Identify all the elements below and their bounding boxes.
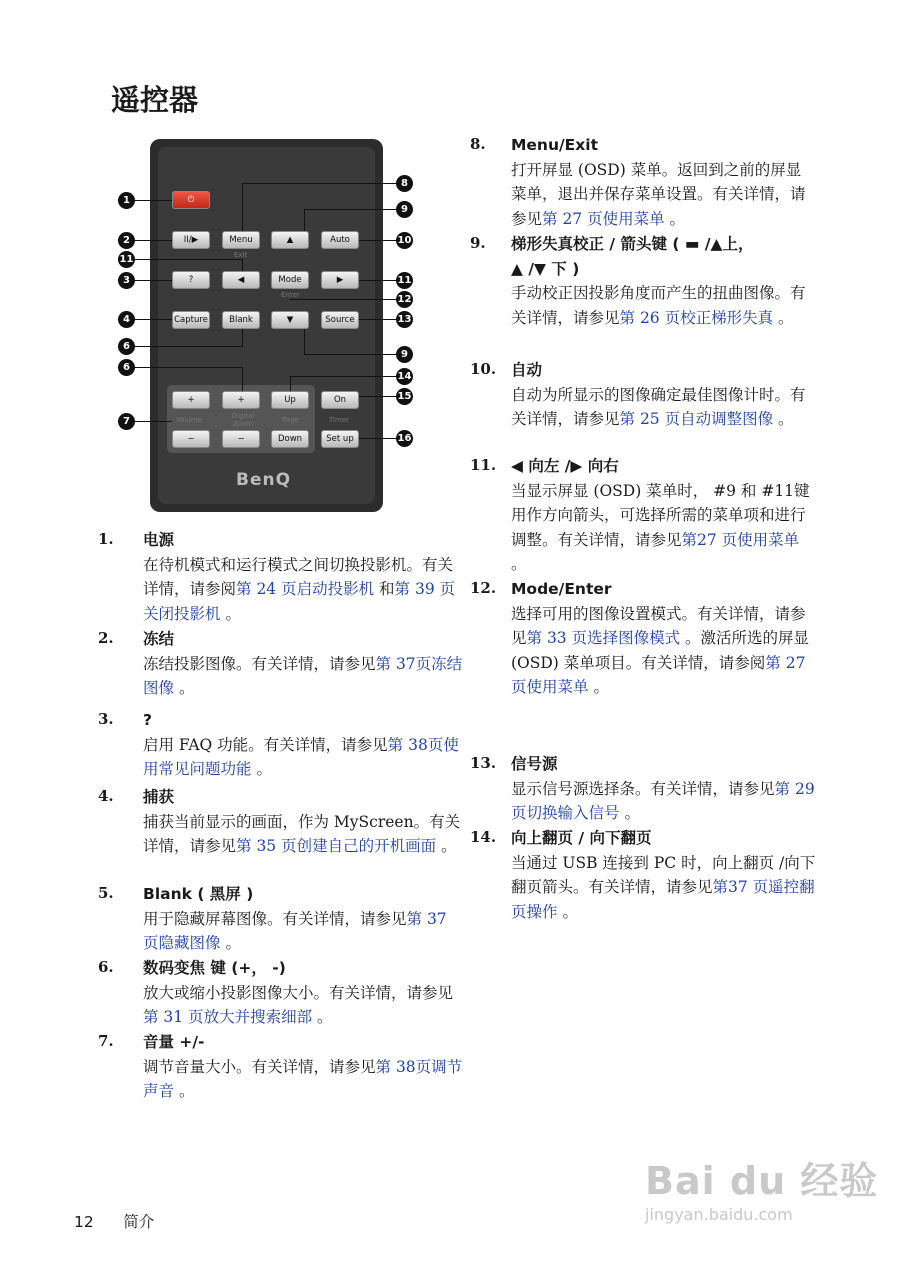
body-text: 。	[773, 308, 794, 327]
body-text: 时。有关详情，请参见	[511, 385, 806, 428]
item-description	[143, 627, 463, 701]
cross-reference-link[interactable]: 第	[681, 530, 698, 549]
body-text: 冻结投影图像。有关详情，请参见	[143, 654, 376, 673]
body-text: 和	[374, 580, 395, 598]
item-description	[143, 956, 463, 1030]
item-body	[511, 851, 816, 925]
cross-reference-link[interactable]: 第 38	[387, 735, 428, 754]
body-text: 。	[511, 555, 527, 573]
item-number: 3.	[98, 710, 114, 728]
section-name: 简介	[123, 1213, 155, 1231]
body-text: 。	[680, 629, 701, 647]
item-number: 12.	[470, 579, 497, 597]
capture-button: Capture	[172, 311, 210, 329]
freeze-button: II/▶	[172, 231, 210, 249]
brand-logo: BenQ	[236, 470, 292, 490]
body-text: 捕获当前显示的画面，作为 MyScreen。	[143, 812, 430, 831]
cross-reference-link[interactable]: 页使用常见问题功能	[143, 735, 459, 778]
item-heading: 捕获	[143, 788, 175, 806]
mode-sub-label: Enter	[281, 291, 300, 299]
item-heading: 信号源	[511, 755, 558, 773]
callout-6a: 6	[118, 338, 135, 355]
cross-reference-link[interactable]: 37 页遥控翻页操作	[511, 878, 815, 921]
body-text: 。	[220, 934, 241, 952]
body-text: 。	[220, 604, 241, 623]
cross-reference-link[interactable]: 机	[358, 580, 375, 598]
menu-sub-label: Exit	[234, 251, 248, 259]
item-heading: 自动	[511, 361, 543, 379]
callout-12: 12	[396, 291, 413, 308]
body-text: 项和进行调整。有关详情，请参见	[511, 506, 806, 549]
body-text: 选择可用的图像设置	[511, 604, 651, 623]
body-text: 。	[174, 1082, 195, 1100]
item-heading: Blank ( 黑屏 )	[143, 885, 254, 903]
cross-reference-link[interactable]: 第 26 页校正梯	[619, 308, 727, 327]
item-heading: 数码变焦 键 (+， -)	[143, 959, 286, 977]
item-number: 9.	[470, 234, 486, 252]
item-heading-cont: ▲ /▼ 下 )	[511, 259, 580, 278]
item-body	[143, 652, 463, 701]
zoom-plus-button: +	[222, 391, 260, 409]
item-body	[511, 777, 816, 826]
cross-reference-link[interactable]: 第 33 页选择	[526, 629, 619, 647]
body-text: 。	[664, 209, 686, 228]
page-label: Page	[282, 416, 299, 424]
body-text: 自动为所显示的图像确定最佳图像计	[511, 385, 760, 404]
item-body	[511, 383, 816, 432]
menu-button: Menu	[222, 231, 260, 249]
mode-button: Mode	[271, 271, 309, 289]
down-button: ▼	[271, 311, 309, 329]
volume-minus-button: −	[172, 430, 210, 448]
body-text: 有关详情，请参见	[143, 812, 461, 855]
body-text: 屏显菜单，退出并保存菜单设置。	[511, 160, 802, 203]
item-body	[143, 553, 463, 627]
item-description	[511, 232, 816, 330]
callout-16: 16	[396, 430, 413, 447]
body-text: 有关详情，请参见	[511, 185, 806, 228]
item-body	[511, 479, 816, 577]
source-button: Source	[321, 311, 359, 329]
volume-label: Volume	[176, 416, 203, 424]
page-up-button: Up	[271, 391, 309, 409]
body-text: 机。有关详情，请参阅	[143, 555, 454, 598]
item-number: 11.	[470, 456, 497, 474]
cross-reference-link[interactable]: 第 27 页使用菜单	[542, 209, 665, 228]
item-number: 8.	[470, 135, 486, 153]
callout-3: 3	[118, 272, 135, 289]
cross-reference-link[interactable]: 页冻结图像	[143, 654, 463, 697]
item-number: 6.	[98, 958, 114, 976]
body-text: 用于隐藏屏幕图像。有关详情，请参见	[143, 909, 407, 928]
item-number: 10.	[470, 360, 497, 378]
body-text: 放大或缩小投影图像大小。有关详情，	[143, 983, 407, 1002]
cross-reference-link[interactable]: 第 24 页启动投影	[236, 580, 359, 598]
item-heading: Mode/Enter	[511, 580, 612, 598]
callout-4: 4	[118, 311, 135, 328]
body-text: 打开屏显 (OSD) 菜单。返回到之前的	[511, 160, 771, 179]
item-description	[143, 528, 463, 626]
cross-reference-link[interactable]: 第 37 页隐藏图像	[143, 909, 447, 952]
item-number: 5.	[98, 884, 114, 902]
body-text: 显示信号源选择条。有关详情，请参	[511, 779, 760, 798]
on-button: On	[321, 391, 359, 409]
cross-reference-link[interactable]: 形失真	[726, 308, 774, 327]
item-number: 4.	[98, 787, 114, 805]
body-text: 。	[251, 760, 272, 778]
power-button-icon: ⏻	[172, 191, 210, 209]
callout-2: 2	[118, 232, 135, 249]
item-description	[143, 708, 463, 782]
item-body	[511, 158, 816, 232]
page-down-button: Down	[271, 430, 309, 448]
item-description	[143, 882, 463, 956]
cross-reference-link[interactable]: 第 39 页关闭投影机	[143, 580, 456, 623]
callout-1: 1	[118, 192, 135, 209]
faq-button: ?	[172, 271, 210, 289]
digital-zoom-label: Digital Zoom	[231, 412, 255, 428]
cross-reference-link[interactable]: 图像模式	[618, 629, 681, 647]
callout-11b: 11	[396, 272, 413, 289]
auto-button: Auto	[321, 231, 359, 249]
callout-9: 9	[396, 201, 413, 218]
item-body	[143, 810, 463, 859]
item-description	[511, 133, 816, 231]
cross-reference-link[interactable]: 27 页使用菜单	[697, 530, 800, 549]
cross-reference-link[interactable]: 第 38	[375, 1057, 416, 1076]
body-text: 。	[588, 678, 609, 696]
body-text: 当显示屏显 (OSD) 菜单时， #9 和 #11	[511, 481, 795, 500]
callout-8: 8	[396, 175, 413, 192]
item-body	[143, 907, 463, 956]
body-text: 。	[557, 902, 578, 921]
body-text: 。	[619, 804, 640, 822]
left-button: ◀	[222, 271, 260, 289]
body-text: 。	[436, 837, 457, 855]
item-body	[143, 981, 463, 1030]
cross-reference-link[interactable]: 页调节声音	[143, 1057, 463, 1100]
up-button: ▲	[271, 231, 309, 249]
item-description	[511, 752, 816, 826]
item-description	[511, 577, 816, 700]
item-heading: Menu/Exit	[511, 136, 598, 154]
item-heading: 梯形失真校正 / 箭头键 ( ▬ /▲上，	[511, 235, 754, 253]
callout-9b: 9	[396, 346, 413, 363]
body-text: 。	[174, 679, 195, 697]
cross-reference-link[interactable]: 第 35 页创建自己的开	[236, 837, 390, 855]
timer-label: Timer	[329, 416, 350, 424]
page-number: 12	[74, 1213, 94, 1231]
cross-reference-link[interactable]: 第 25 页自动调	[619, 410, 727, 428]
body-text: 请参见	[406, 983, 454, 1002]
item-number: 14.	[470, 828, 497, 846]
callout-6b: 6	[118, 359, 135, 376]
page-title: 遥控器	[111, 83, 199, 117]
cross-reference-link[interactable]: 第 31 页放大并搜索细部	[143, 1008, 313, 1026]
volume-plus-button: +	[172, 391, 210, 409]
callout-7: 7	[118, 413, 135, 430]
cross-reference-link[interactable]: 第 27 页使用菜单	[511, 653, 806, 696]
body-text: (OSD) 菜单项目。有关详情，请参阅	[511, 653, 766, 672]
callout-10: 10	[396, 232, 413, 249]
item-description	[143, 785, 463, 859]
callout-15: 15	[396, 388, 413, 405]
body-text: 像。有关详情，请参见	[511, 284, 806, 327]
body-text: 。	[312, 1008, 333, 1026]
body-text: 向下翻页箭头。有关详情，请参见	[511, 853, 816, 896]
item-heading: 向上翻页 / 向下翻页	[511, 829, 652, 847]
item-body	[143, 733, 463, 782]
body-text: 调节音量大小。有关详情，请参见	[143, 1057, 376, 1076]
item-number: 13.	[470, 754, 497, 772]
body-text: 见	[759, 779, 775, 798]
item-body	[511, 281, 816, 330]
watermark-url: jingyan.baidu.com	[645, 1205, 793, 1224]
right-button: ▶	[321, 271, 359, 289]
blank-button: Blank	[222, 311, 260, 329]
callout-13: 13	[396, 311, 413, 328]
cross-reference-link[interactable]: 机画面	[389, 837, 437, 855]
item-number: 2.	[98, 629, 114, 647]
item-heading: 冻结	[143, 630, 175, 648]
body-text: 激活所选的屏显	[700, 629, 810, 647]
footer	[74, 1210, 154, 1232]
watermark	[645, 1150, 878, 1224]
setup-button: Set up	[321, 430, 359, 448]
callout-14: 14	[396, 368, 413, 385]
body-text: 当通过 USB 连接到 PC 时，向上翻页 /	[511, 853, 785, 872]
item-description	[511, 454, 816, 577]
item-heading: ◀ 向左 /▶ 向右	[511, 457, 619, 475]
item-number: 7.	[98, 1032, 114, 1050]
item-description	[511, 826, 816, 924]
body-text: 手动校正因投影角度而产生的扭曲图	[511, 284, 760, 302]
body-text: 模式。有关详情，请参见	[511, 604, 806, 647]
body-text: 在待机模式和运行模式之间切换投影	[143, 555, 392, 574]
item-heading: 电源	[143, 531, 175, 549]
item-description	[143, 1030, 463, 1104]
cross-reference-link[interactable]: 整图像	[726, 410, 774, 428]
zoom-minus-button: −	[222, 430, 260, 448]
body-text: 键用作方向箭头，可选择所需的菜单	[511, 481, 810, 524]
watermark-brand: Bai du 经验	[645, 1159, 879, 1203]
item-body	[143, 1055, 463, 1104]
item-body	[511, 602, 816, 700]
callout-11a: 11	[118, 251, 135, 268]
item-number: 1.	[98, 530, 114, 548]
cross-reference-link[interactable]: 第 37	[375, 654, 416, 673]
cross-reference-link[interactable]: 第	[712, 878, 729, 896]
item-heading: 音量 +/-	[143, 1033, 205, 1051]
item-heading: ?	[143, 711, 152, 729]
body-text: 启用 FAQ 功能。有关详情，请参见	[143, 735, 388, 754]
body-text: 。	[773, 410, 794, 428]
cross-reference-link[interactable]: 第 29 页切换输入信号	[511, 779, 815, 822]
item-description	[511, 358, 816, 432]
